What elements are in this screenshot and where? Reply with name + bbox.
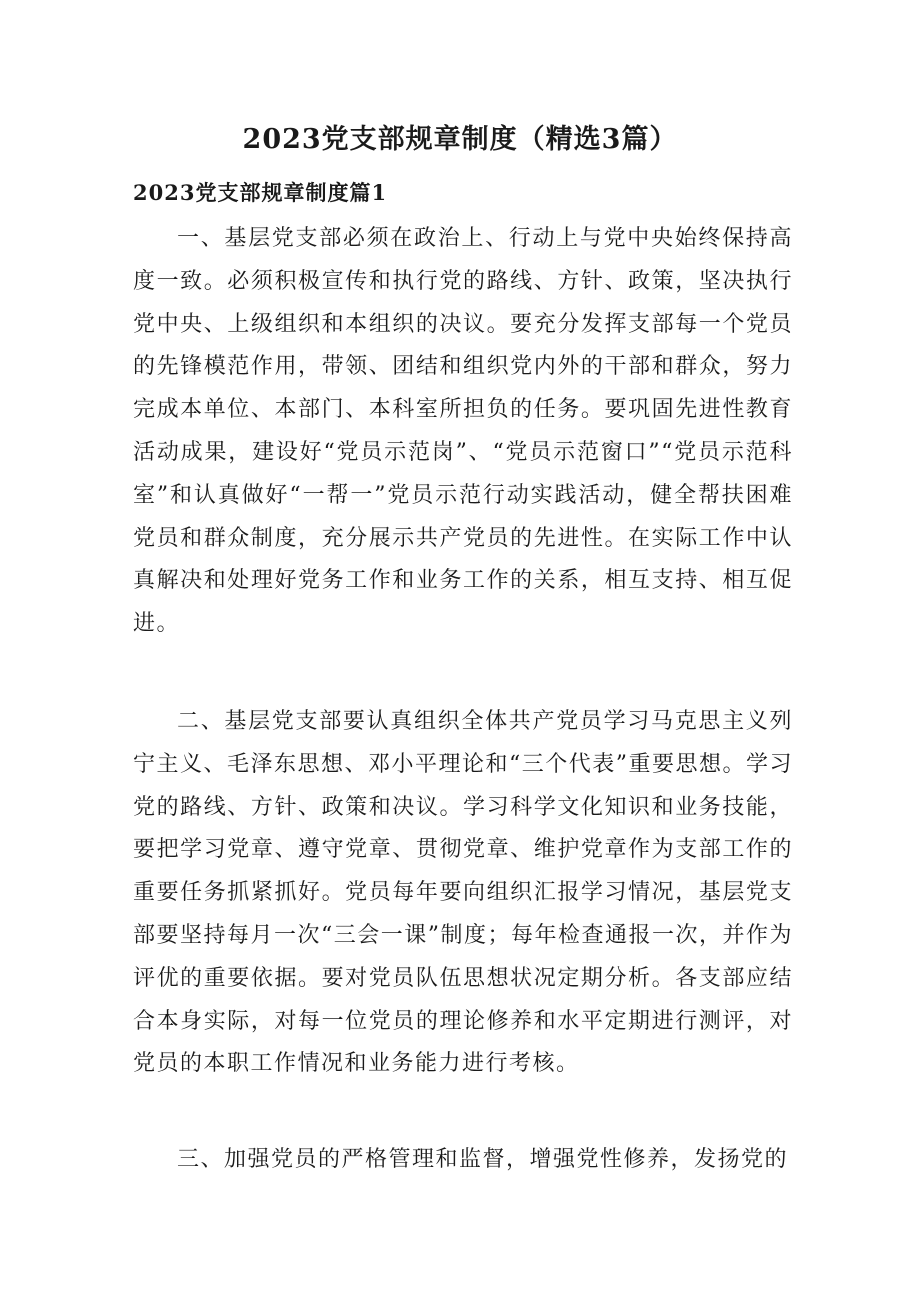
paragraph-1: 一、基层党支部必须在政治上、行动上与党中央始终保持高度一致。必须积极宣传和执行党的路线、方针、政策，坚决执行党中央、上级组织和本组织的决议。要充分发挥支部每一个党员的先锋模范作用，带领、团结和组织党内外的干部和群众，努力完成本单位、本部门、本科室所担负的任务。要巩固先进性教育活动成果，建设好“党员示范岗”、“党员示范窗口”“党员示范科室”和认真做好“一帮一”党员示范行动实践活动，健全帮扶困难党员和群众制度，充分展示共产党员的先进性。在实际工作中认真解决和处理好党务工作和业务工作的关系，相互支持、相互促进。 xyxy=(133,226,793,637)
section-heading: 2023党支部规章制度篇1 xyxy=(133,180,388,205)
document-title: 2023党支部规章制度（精选3篇） xyxy=(242,124,678,155)
paragraph-2: 二、基层党支部要认真组织全体共产党员学习马克思主义列宁主义、毛泽东思想、邓小平理论和“三个代表”重要思想。学习党的路线、方针、政策和决议。学习科学文化知识和业务技能，要把学习党章、遵守党章、贯彻党章、维护党章作为支部工作的重要任务抓紧抓好。党员每年要向组织汇报学习情况，基层党支部要坚持每月一次“三会一课”制度；每年检查通报一次，并作为评优的重要依据。要对党员队伍思想状况定期分析。各支部应结合本身实际，对每一位党员的理论修养和水平定期进行测评，对党员的本职工作情况和业务能力进行考核。 xyxy=(133,709,793,1077)
paragraph-3: 三、加强党员的严格管理和监督，增强党性修养，发扬党的 xyxy=(177,1147,789,1172)
